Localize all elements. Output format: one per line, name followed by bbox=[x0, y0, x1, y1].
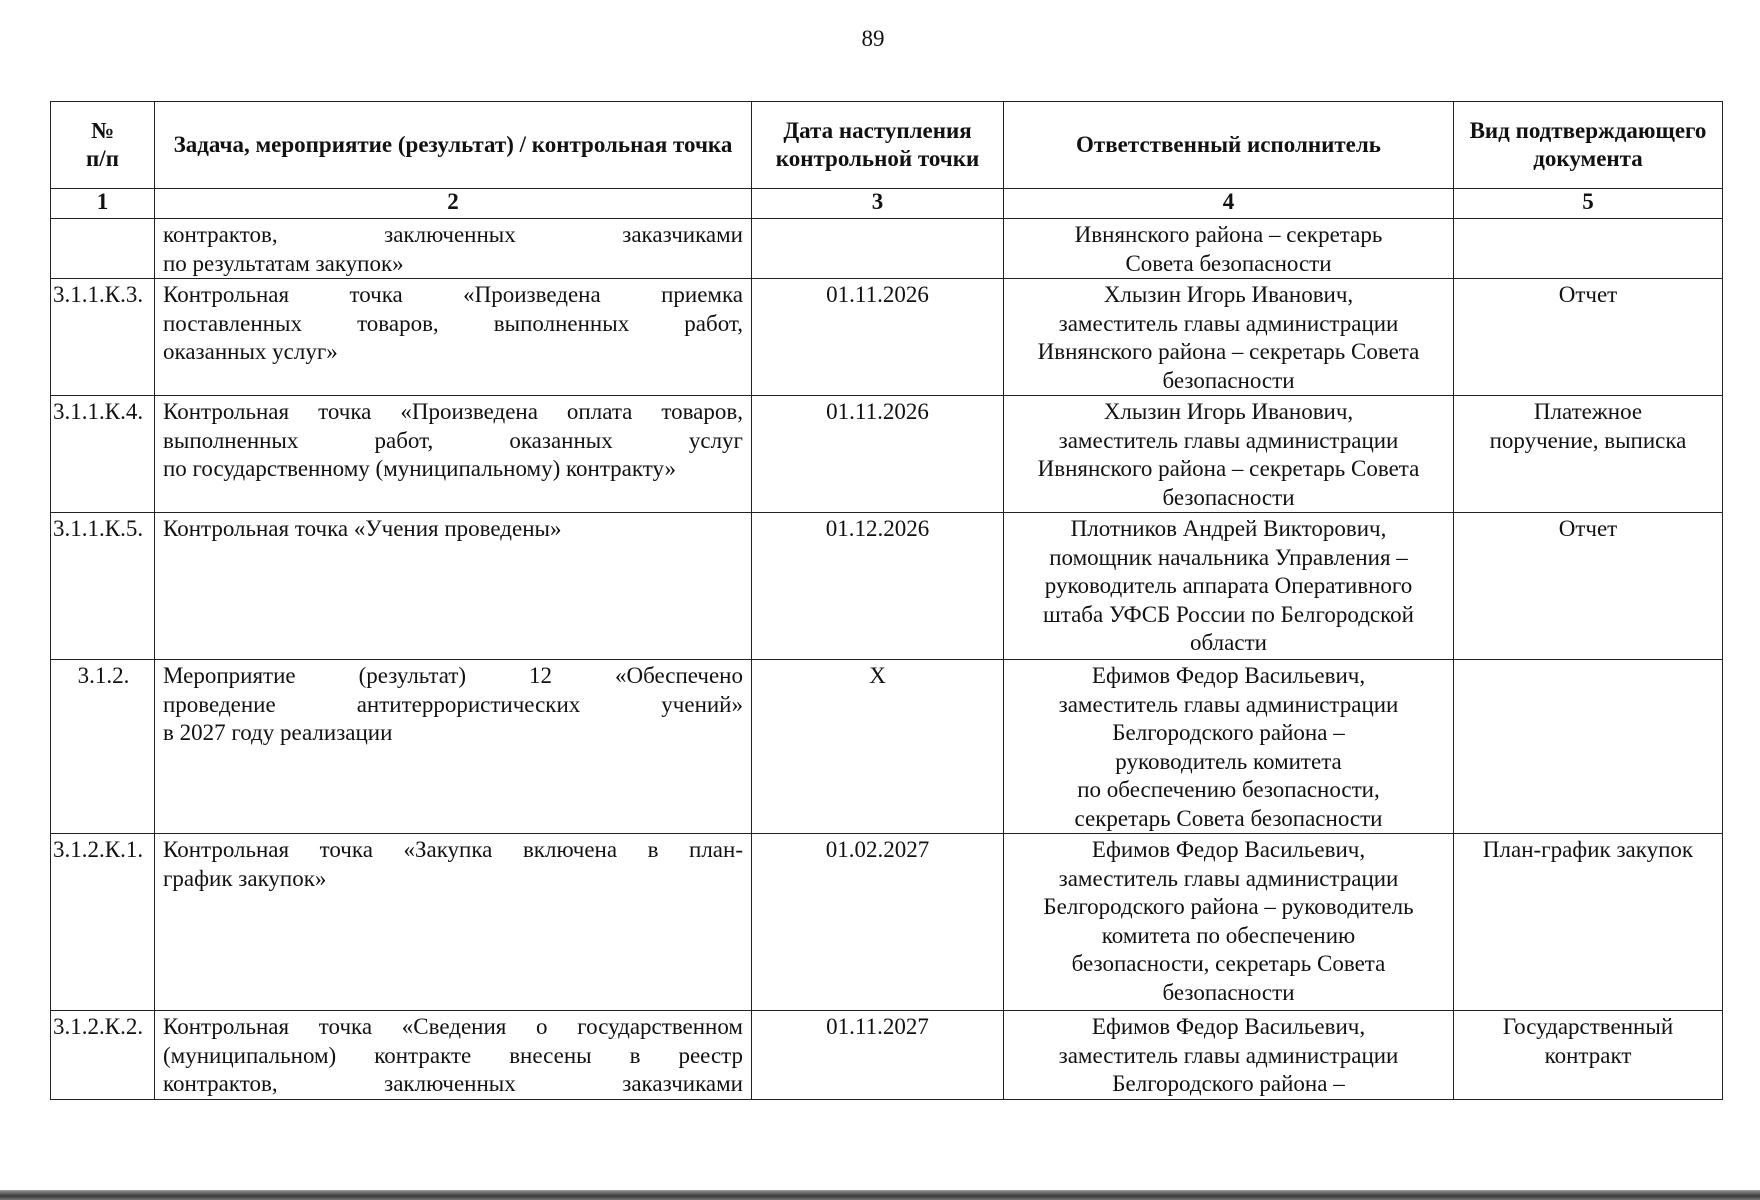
task-line: Контрольная точка «Закупка включена в план- bbox=[163, 837, 743, 862]
column-number: 4 bbox=[1004, 189, 1454, 219]
header-row bbox=[51, 102, 1723, 189]
task-cell bbox=[155, 660, 752, 834]
responsible-cell: Ивнянского района – секретарь Совета безопасности bbox=[1004, 219, 1454, 279]
table-row bbox=[51, 660, 1723, 834]
document-type-cell bbox=[1454, 660, 1723, 834]
responsible-cell: Хлызин Игорь Иванович, заместитель главы администрации Ивнянского района – секретарь Совета безопасности bbox=[1004, 279, 1454, 396]
task-cell bbox=[155, 1011, 752, 1100]
table-row bbox=[51, 1011, 1723, 1100]
task-line: контрактов, заключенных заказчиками bbox=[163, 222, 743, 247]
document-type-cell bbox=[1454, 219, 1723, 279]
responsible-cell: Ефимов Федор Васильевич, заместитель главы администрации Белгородского района – bbox=[1004, 1011, 1454, 1100]
task-line: проведение антитеррористических учений» bbox=[163, 691, 743, 717]
task-line: Контрольная точка «Сведения о государственном bbox=[163, 1014, 743, 1039]
task-cell bbox=[155, 219, 752, 279]
table-row bbox=[51, 396, 1723, 513]
task-line: график закупок» bbox=[163, 865, 327, 891]
task-line: оказанных услуг» bbox=[163, 339, 338, 364]
row-number: 3.1.1.К.4. bbox=[51, 396, 155, 513]
table-row bbox=[51, 834, 1723, 1011]
document-type-cell: План-график закупок bbox=[1454, 834, 1723, 1011]
task-line: Контрольная точка «Произведена оплата товаров, bbox=[163, 399, 743, 424]
date-cell bbox=[752, 219, 1004, 279]
document-type-cell: Отчет bbox=[1454, 513, 1723, 660]
date-cell: 01.12.2026 bbox=[752, 513, 1004, 660]
document-type-cell: Платежное поручение, выписка bbox=[1454, 396, 1723, 513]
column-numbers-row bbox=[51, 189, 1723, 219]
row-number: 3.1.2.К.1. bbox=[51, 834, 155, 1011]
date-cell: 01.02.2027 bbox=[752, 834, 1004, 1011]
table-row bbox=[51, 219, 1723, 279]
column-number: 1 bbox=[51, 189, 155, 219]
task-cell bbox=[155, 396, 752, 513]
header-date: Дата наступления контрольной точки bbox=[752, 102, 1004, 189]
date-cell: 01.11.2026 bbox=[752, 279, 1004, 396]
task-line: (муниципальном) контракте внесены в реестр bbox=[163, 1042, 743, 1068]
task-line: выполненных работ, оказанных услуг bbox=[163, 427, 743, 453]
table-row bbox=[51, 279, 1723, 396]
row-number: 3.1.2. bbox=[51, 660, 155, 834]
document-type-cell: Государственный контракт bbox=[1454, 1011, 1723, 1100]
column-number: 5 bbox=[1454, 189, 1723, 219]
column-number: 3 bbox=[752, 189, 1004, 219]
task-line: Мероприятие (результат) 12 «Обеспечено bbox=[163, 663, 743, 688]
document-type-cell: Отчет bbox=[1454, 279, 1723, 396]
row-number: 3.1.1.К.3. bbox=[51, 279, 155, 396]
task-cell bbox=[155, 513, 752, 660]
task-cell bbox=[155, 279, 752, 396]
task-line: Контрольная точка «Произведена приемка bbox=[163, 282, 743, 307]
task-line: в 2027 году реализации bbox=[163, 720, 393, 745]
table-row bbox=[51, 513, 1723, 660]
task-line: Контрольная точка «Учения проведены» bbox=[163, 516, 562, 541]
header-num: № п/п bbox=[51, 102, 155, 189]
control-points-table bbox=[50, 101, 1723, 1100]
responsible-cell: Ефимов Федор Васильевич, заместитель главы администрации Белгородского района – руководитель комитета по обеспечению безопасности, секретарь Совета безопасности bbox=[1004, 660, 1454, 834]
row-number: 3.1.1.К.5. bbox=[51, 513, 155, 660]
responsible-cell: Хлызин Игорь Иванович, заместитель главы администрации Ивнянского района – секретарь Совета безопасности bbox=[1004, 396, 1454, 513]
task-line: поставленных товаров, выполненных работ, bbox=[163, 310, 743, 336]
header-doc: Вид подтверждающего документа bbox=[1454, 102, 1723, 189]
responsible-cell: Плотников Андрей Викторович, помощник начальника Управления – руководитель аппарата Оперативного штаба УФСБ России по Белгородской области bbox=[1004, 513, 1454, 660]
task-line: по результатам закупок» bbox=[163, 250, 404, 276]
column-number: 2 bbox=[155, 189, 752, 219]
header-responsible: Ответственный исполнитель bbox=[1004, 102, 1454, 189]
scan-edge-strip bbox=[0, 1190, 1760, 1200]
row-number bbox=[51, 219, 155, 279]
row-number: 3.1.2.К.2. bbox=[51, 1011, 155, 1100]
header-task: Задача, мероприятие (результат) / контрольная точка bbox=[155, 102, 752, 189]
responsible-cell: Ефимов Федор Васильевич, заместитель главы администрации Белгородского района – руководитель комитета по обеспечению безопасности, секретарь Совета безопасности bbox=[1004, 834, 1454, 1011]
date-cell: 01.11.2027 bbox=[752, 1011, 1004, 1100]
task-line: контрактов, заключенных заказчиками bbox=[163, 1071, 743, 1096]
task-cell bbox=[155, 834, 752, 1011]
date-cell: X bbox=[752, 660, 1004, 834]
task-line: по государственному (муниципальному) контракту» bbox=[163, 456, 677, 481]
page-number: 89 bbox=[861, 26, 885, 51]
date-cell: 01.11.2026 bbox=[752, 396, 1004, 513]
